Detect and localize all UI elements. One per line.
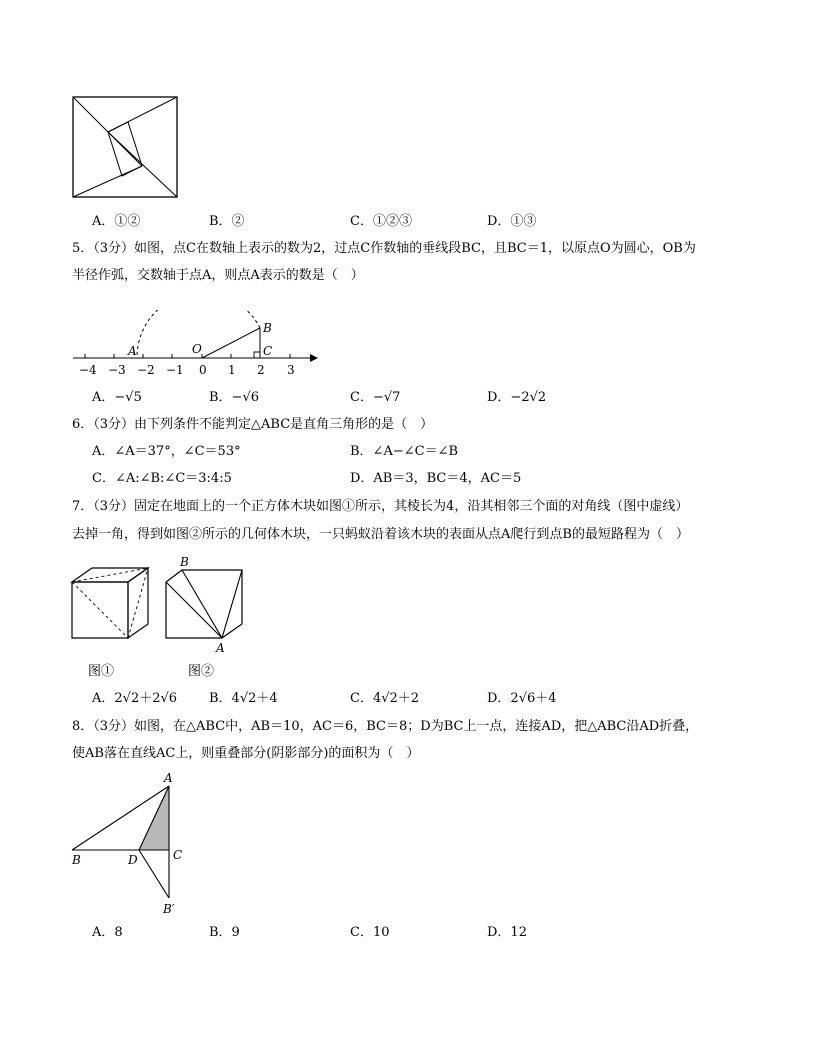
q8-stem-line1: 8．（3分）如图，在△ABC中，AB＝10，AC＝6，BC＝8；D为BC上一点，连接AD，把△ABC沿AD折叠，	[72, 719, 699, 734]
q5-label-c: C	[263, 344, 273, 358]
q6-option-a[interactable]: A．∠A＝37°，∠C＝53°	[92, 444, 241, 459]
q5-tick-label: 2	[257, 363, 265, 377]
q5-stem-line2: 半径作弧，交数轴于点A，则点A表示的数是（ ）	[72, 268, 364, 283]
q5-tick-label: −1	[166, 363, 184, 377]
q8-option-b[interactable]: B．9	[209, 925, 240, 940]
q6-option-d[interactable]: D．AB＝3，BC＝4，AC＝5	[350, 471, 522, 486]
q8-folded-triangle-figure	[68, 770, 198, 918]
q8-stem-line2: 使AB落在直线AC上，则重叠部分(阴影部分)的面积为（ ）	[72, 746, 420, 761]
q5-option-c[interactable]: C．−√7	[350, 390, 401, 405]
q6-option-b[interactable]: B．∠A−∠C＝∠B	[350, 444, 459, 459]
q5-label-a: A	[128, 344, 137, 358]
q7-option-a[interactable]: A．2√2＋2√6	[92, 691, 178, 706]
q8-label-a: A	[164, 771, 173, 785]
q4-option-d[interactable]: D．①③	[487, 214, 537, 229]
q7-stem-line2: 去掉一角，得到如图②所示的几何体木块，一只蚂蚁沿着该木块的表面从点A爬行到点B的最短路程为（ ）	[72, 527, 689, 542]
q5-tick-label: −3	[108, 363, 126, 377]
q7-label-a: A	[216, 641, 225, 654]
q7-figure-1-cube	[68, 562, 158, 644]
q8-label-b-prime: B′	[163, 902, 175, 916]
q8-label-d: D	[128, 853, 138, 867]
q8-option-c[interactable]: C．10	[350, 925, 390, 940]
q7-option-d[interactable]: D．2√6＋4	[487, 691, 557, 706]
q5-tick-label: 1	[228, 363, 236, 377]
q5-option-d[interactable]: D．−2√2	[487, 390, 547, 405]
q4-square-figure	[70, 94, 180, 200]
q5-stem-line1: 5．（3分）如图，点C在数轴上表示的数为2，过点C作数轴的垂线段BC，且BC＝1，以原点O为圆心，OB为	[72, 241, 696, 256]
q8-option-a[interactable]: A．8	[92, 925, 123, 940]
q7-label-b: B	[180, 555, 189, 569]
q7-figure-2-cut-cube	[160, 550, 260, 654]
q5-label-b: B	[263, 321, 272, 335]
q8-option-d[interactable]: D．12	[487, 925, 527, 940]
q6-stem: 6．（3分）由下列条件不能判定△ABC是直角三角形的是（ ）	[72, 417, 434, 432]
q5-tick-label: −4	[79, 363, 97, 377]
q5-option-b[interactable]: B．−√6	[209, 390, 260, 405]
q5-option-a[interactable]: A．−√5	[92, 390, 142, 405]
q5-tick-label: 3	[287, 363, 295, 377]
q7-figure-1-caption: 图①	[88, 664, 115, 679]
q5-tick-label: 0	[199, 363, 207, 377]
q5-number-line-figure	[70, 310, 330, 380]
q7-option-c[interactable]: C．4√2＋2	[350, 691, 420, 706]
q4-option-a[interactable]: A．①②	[92, 214, 141, 229]
q8-label-c: C	[173, 848, 183, 862]
q5-label-o: O	[192, 342, 202, 356]
q4-option-c[interactable]: C．①②③	[350, 214, 412, 229]
q7-figure-2-caption: 图②	[188, 664, 215, 679]
q6-option-c[interactable]: C．∠A:∠B:∠C＝3:4:5	[92, 471, 232, 486]
q7-option-b[interactable]: B．4√2＋4	[209, 691, 278, 706]
q5-tick-label: −2	[137, 363, 155, 377]
q8-label-b: B	[72, 853, 81, 867]
q4-option-b[interactable]: B．②	[209, 214, 245, 229]
q7-stem-line1: 7．（3分）固定在地面上的一个正方体木块如图①所示，其棱长为4，沿其相邻三个面的对角线（图中虚线）	[72, 499, 689, 514]
